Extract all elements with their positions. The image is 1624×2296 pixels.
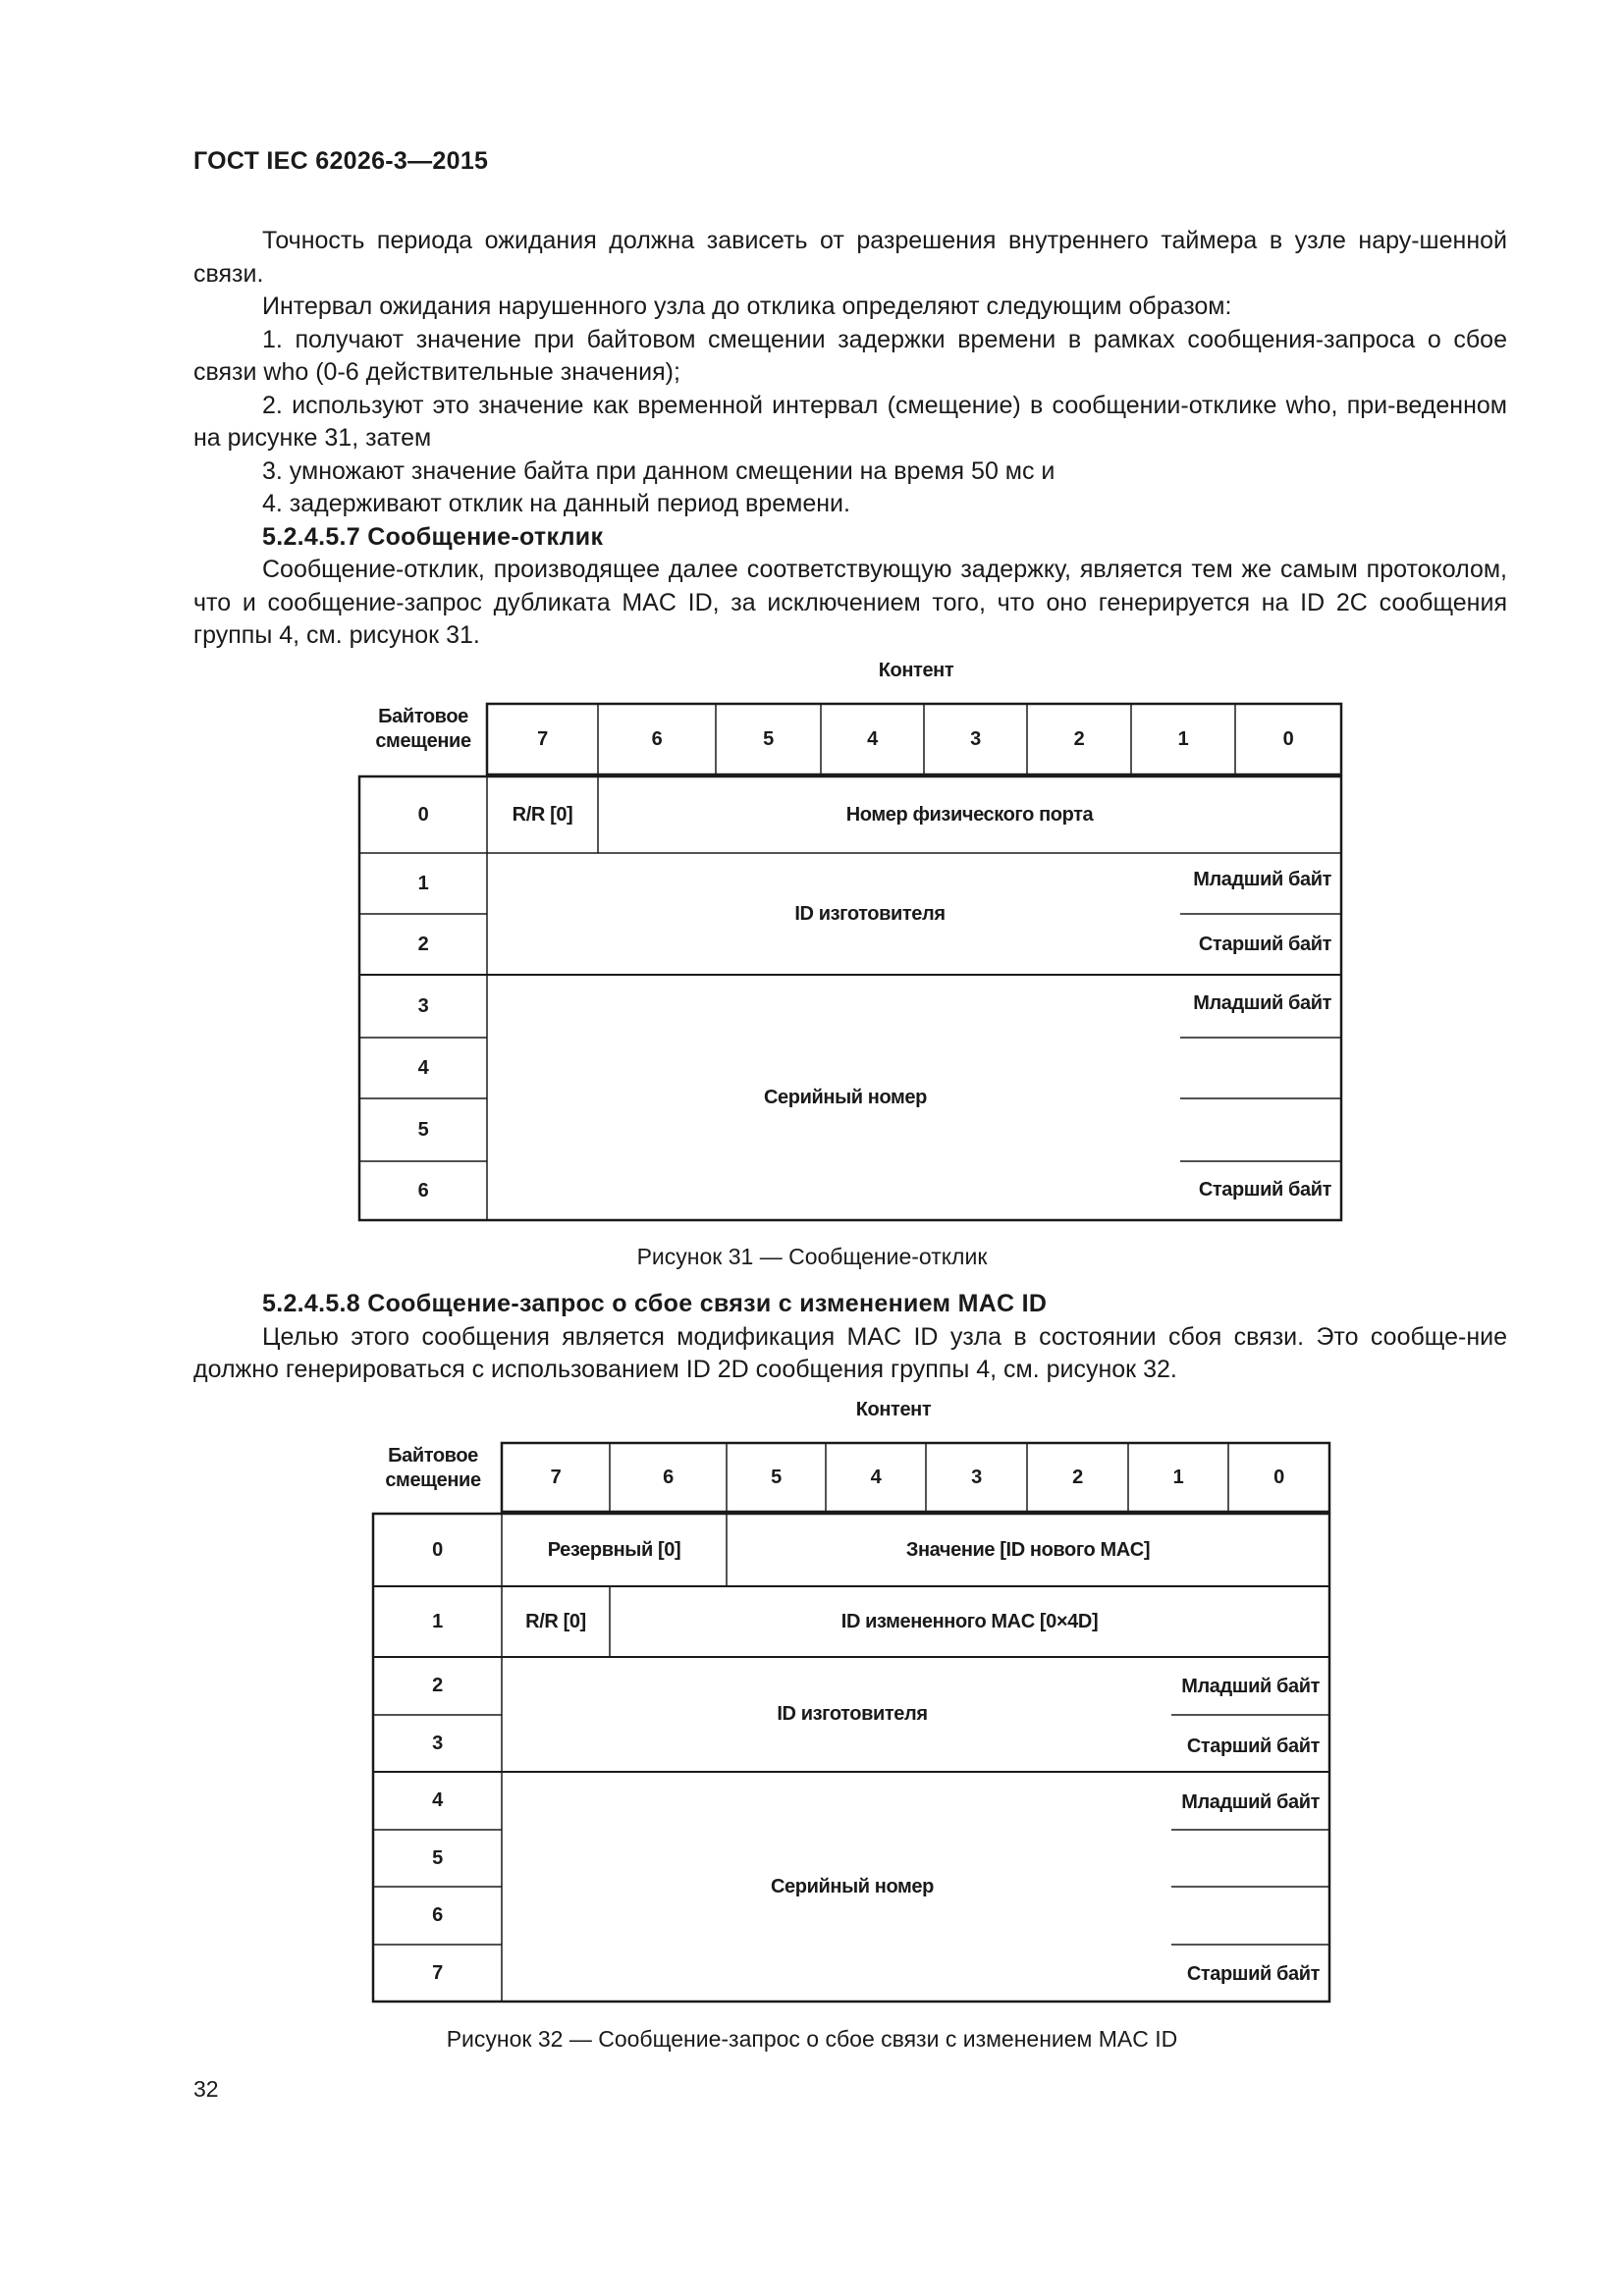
bit-header: 3 — [971, 1466, 982, 1488]
content-label: Контент — [855, 1399, 932, 1420]
reserved-field: Резервный [0] — [547, 1538, 681, 1561]
low-byte-label: Младший байт — [1181, 1791, 1320, 1813]
offset-label: Байтовое смещение — [375, 706, 471, 752]
changed-mac-field: ID измененного MAC [0×4D] — [840, 1610, 1099, 1632]
serial-number-field: Серийный номер — [771, 1875, 934, 1897]
row-offset: 2 — [417, 933, 429, 955]
paragraph: Целью этого сообщения является модификация MAC ID узла в состоянии сбоя связи. Это сообще-ние должно генерироваться с использованием ID 2D сообщения группы 4, см. рисунок 32. — [193, 1322, 1507, 1383]
serial-number-field: Серийный номер — [764, 1086, 927, 1108]
row-offset: 6 — [432, 1904, 443, 1926]
bit-header: 7 — [537, 727, 548, 750]
row-offset: 0 — [417, 803, 429, 826]
low-byte-label: Младший байт — [1193, 992, 1331, 1014]
bit-header: 4 — [867, 727, 878, 750]
row-offset: 1 — [432, 1610, 443, 1632]
rr-field: R/R [0] — [525, 1610, 586, 1632]
row-offset: 4 — [417, 1056, 429, 1079]
offset-label: Байтовое смещение — [385, 1445, 481, 1491]
row-offset: 3 — [432, 1732, 443, 1754]
row-offset: 0 — [432, 1538, 443, 1561]
row-offset: 1 — [417, 872, 429, 894]
list-item: 1. получают значение при байтовом смещении задержки времени в рамках сообщения-запроса о сбое связи who (0-6 действительные значения); — [193, 325, 1507, 386]
bit-header: 1 — [1177, 727, 1189, 750]
bit-header: 1 — [1172, 1466, 1184, 1488]
paragraph: Сообщение-отклик, производящее далее соответствующую задержку, является тем же самым протоколом, что и сообщение-запрос дубликата MAC ID, за исключением того, что оно генерируется на ID 2C сообщения группы 4, см. рисунок 31. — [193, 556, 1507, 649]
bit-header: 6 — [663, 1466, 674, 1488]
vendor-id-field: ID изготовителя — [777, 1703, 928, 1725]
bit-header: 2 — [1073, 727, 1085, 750]
list-item: 3. умножают значение байта при данном смещении на время 50 мс и — [262, 456, 1056, 485]
bit-header: 0 — [1273, 1466, 1284, 1488]
new-mac-field: Значение [ID нового MAC] — [905, 1538, 1151, 1561]
low-byte-label: Младший байт — [1181, 1676, 1320, 1697]
bit-header: 6 — [651, 727, 663, 750]
list-item: 4. задерживают отклик на данный период времени. — [262, 490, 850, 517]
figure-caption: Рисунок 32 — Сообщение-запрос о сбое связи с изменением MAC ID — [446, 2026, 1178, 2052]
vendor-id-field: ID изготовителя — [794, 902, 946, 925]
rr-field: R/R [0] — [512, 803, 573, 826]
high-byte-label: Старший байт — [1198, 1179, 1331, 1201]
page-number: 32 — [193, 2076, 219, 2102]
row-offset: 7 — [432, 1961, 443, 1984]
section-title: 5.2.4.5.7 Сообщение-отклик — [262, 522, 604, 551]
high-byte-label: Старший байт — [1186, 1735, 1320, 1757]
bit-header: 7 — [550, 1466, 562, 1488]
content-label: Контент — [878, 660, 954, 681]
section-title: 5.2.4.5.8 Сообщение-запрос о сбое связи с изменением MAC ID — [262, 1290, 1048, 1317]
list-item: 2. используют это значение как временной интервал (смещение) в сообщении-отклике who, при-веденном на рисунке 31, затем — [193, 391, 1507, 452]
figure-caption: Рисунок 31 — Сообщение-отклик — [636, 1244, 988, 1269]
row-offset: 5 — [432, 1846, 443, 1869]
bit-header: 2 — [1072, 1466, 1083, 1488]
row-offset: 3 — [417, 994, 429, 1017]
paragraph: Точность периода ожидания должна зависеть от разрешения внутреннего таймера в узле нару-шенной связи. — [193, 227, 1507, 288]
bit-header: 3 — [970, 727, 981, 750]
low-byte-label: Младший байт — [1193, 869, 1331, 890]
bit-header: 5 — [763, 727, 774, 750]
paragraph: Интервал ожидания нарушенного узла до отклика определяют следующим образом: — [262, 293, 1232, 320]
port-field: Номер физического порта — [845, 803, 1094, 826]
bit-header: 0 — [1282, 727, 1294, 750]
row-offset: 4 — [432, 1789, 443, 1811]
high-byte-label: Старший байт — [1198, 934, 1331, 955]
document-header: ГОСТ IEC 62026-3—2015 — [193, 147, 489, 175]
row-offset: 5 — [417, 1118, 429, 1141]
bit-header: 4 — [870, 1466, 882, 1488]
high-byte-label: Старший байт — [1186, 1963, 1320, 1985]
row-offset: 6 — [417, 1179, 429, 1201]
bit-header: 5 — [771, 1466, 782, 1488]
row-offset: 2 — [432, 1675, 443, 1696]
